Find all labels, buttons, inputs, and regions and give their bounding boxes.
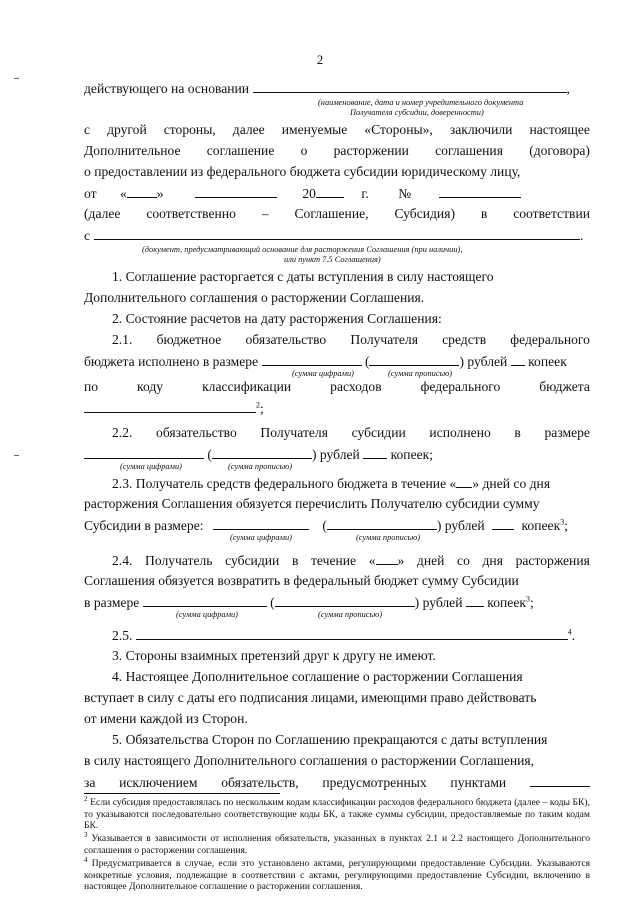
text-line: с . [84, 228, 584, 243]
paragraph-2-1: 2.1. бюджетное обязательство Получателя средств федерального [112, 332, 590, 347]
paragraph-1: 1. Соглашение расторгается с даты вступления в силу настоящего [112, 269, 494, 284]
number-field[interactable] [439, 184, 521, 198]
text-line: о предоставлении из федерального бюджета субсидии юридическому лицу, [84, 164, 521, 179]
other-condition-field[interactable] [136, 626, 568, 640]
line-text: действующего на основании [84, 81, 250, 96]
text-line: в размере ( ) рублей копеек$^3$; [84, 594, 534, 610]
footnote-4: $^4$ Предусматривается в случае, если это установлено актами, регулирующими предоставление Субсидии. Указываются конкретные условия, подлежащие в соответствии с актами, регулирующими предоставление Субсидии, включению в настоящее Дополнительное соглашение о расторжении соглашения. [84, 855, 590, 893]
page-number: 2 [316, 52, 324, 67]
text-line: за исключением обязательств, предусмотренных пунктами [84, 773, 590, 791]
field-caption: (документ, предусматривающий основание для расторжения Соглашения (при наличии), [142, 245, 463, 254]
bk-code-field[interactable] [84, 399, 256, 413]
text-line: по коду классификации расходов федерального бюджета [84, 379, 590, 394]
field-caption: (сумма цифрами) [292, 369, 354, 378]
amount-digits-field[interactable] [84, 445, 204, 459]
paragraph-2-4: 2.4. Получатель субсидии в течение « » дней со дня расторжения [112, 553, 590, 568]
year-field[interactable] [316, 184, 344, 198]
text-line: Субсидии в размере: ( ) рублей копеек$^3$; [84, 517, 568, 533]
kopecks-field[interactable] [466, 593, 484, 607]
field-caption: (сумма цифрами) [230, 533, 292, 542]
field-caption: (сумма цифрами) [176, 610, 238, 619]
field-caption: (сумма прописью) [388, 369, 453, 378]
text-line: от имени каждой из Сторон. [84, 711, 248, 726]
footnote-2: $^2$ Если субсидия предоставлялась по нескольким кодам классификации расходов федерального бюджета (далее – коды БК), то указываются последовательно соответствующие коды БК, а также суммы субсидии, предоставляемые по таким кодам БК. [84, 794, 590, 832]
text-line: действующего на основании , [84, 81, 570, 96]
paragraph-1-cont: Дополнительного соглашения о расторжении Соглашения. [84, 290, 425, 305]
text-line: Дополнительное соглашение о расторжении соглашения (договора) [84, 143, 590, 158]
text-line: расторжения Соглашения обязуется перечислить Получателю субсидии сумму [84, 496, 540, 511]
points-field[interactable] [530, 773, 590, 787]
days-field[interactable] [376, 551, 398, 565]
days-field[interactable] [456, 474, 472, 488]
footnote-divider [84, 793, 280, 794]
text-line: (далее соответственно – Соглашение, Субсидия) в соответствии [84, 206, 590, 221]
text-line: бюджета исполнено в размере ( ) рублей копеек [84, 354, 567, 369]
text-line: Соглашения обязуется возвратить в федеральный бюджет сумму Субсидии [84, 573, 519, 588]
amount-words-field[interactable] [275, 593, 415, 607]
field-caption: (наименование, дата и номер учредительного документа [318, 98, 524, 107]
paragraph-2-5: 2.5. $^4$. [112, 627, 576, 643]
paragraph-5: 5. Обязательства Сторон по Соглашению прекращаются с даты вступления [112, 732, 548, 747]
margin-mark [14, 455, 19, 456]
basis-field[interactable] [94, 226, 580, 240]
amount-digits-field[interactable] [262, 352, 362, 366]
kopecks-field[interactable] [511, 352, 525, 366]
paragraph-4: 4. Настоящее Дополнительное соглашение о расторжении Соглашения [112, 669, 523, 684]
month-field[interactable] [195, 184, 277, 198]
footnote-3: $^3$ Указывается в зависимости от исполнения обязательств, указанных в пунктах 2.1 и 2.2 настоящего Дополнительного соглашения о расторжении соглашения. [84, 830, 590, 856]
field-caption: (сумма прописью) [318, 610, 383, 619]
field-caption: (сумма прописью) [356, 533, 421, 542]
field-caption: (сумма цифрами) [120, 462, 182, 471]
field-caption: (сумма прописью) [228, 462, 293, 471]
text-line: вступает в силу с даты его подписания лицами, имеющими право действовать [84, 690, 537, 705]
blank-field[interactable] [253, 79, 567, 93]
paragraph-2: 2. Состояние расчетов на дату расторжения Соглашения: [112, 311, 442, 326]
kopecks-field[interactable] [363, 445, 387, 459]
paragraph-2-3: 2.3. Получатель средств федерального бюджета в течение « » дней со дня [112, 476, 551, 491]
paragraph-2-2: 2.2. обязательство Получателя субсидии исполнено в размере [112, 425, 590, 440]
amount-words-field[interactable] [212, 445, 312, 459]
kopecks-field[interactable] [492, 516, 514, 530]
field-caption: или пункт 7.5 Соглашения) [284, 255, 381, 264]
text-line: в силу настоящего Дополнительного соглашения о расторжении Соглашения, [84, 753, 535, 768]
amount-digits-field[interactable] [213, 516, 309, 530]
date-number-line: от « » 20 г. № [84, 184, 594, 202]
text-line: с другой стороны, далее именуемые «Стороны», заключили настоящее [84, 122, 590, 137]
field-caption: Получателя субсидии, доверенности) [350, 108, 484, 117]
paragraph-3: 3. Стороны взаимных претензий друг к другу не имеют. [112, 648, 436, 663]
day-field[interactable] [127, 184, 157, 198]
amount-words-field[interactable] [327, 516, 437, 530]
text-line: ( ) рублей копеек; [84, 445, 590, 463]
margin-mark [14, 78, 19, 79]
text-line: $^2$; [84, 399, 590, 417]
amount-words-field[interactable] [369, 352, 459, 366]
amount-digits-field[interactable] [143, 593, 267, 607]
